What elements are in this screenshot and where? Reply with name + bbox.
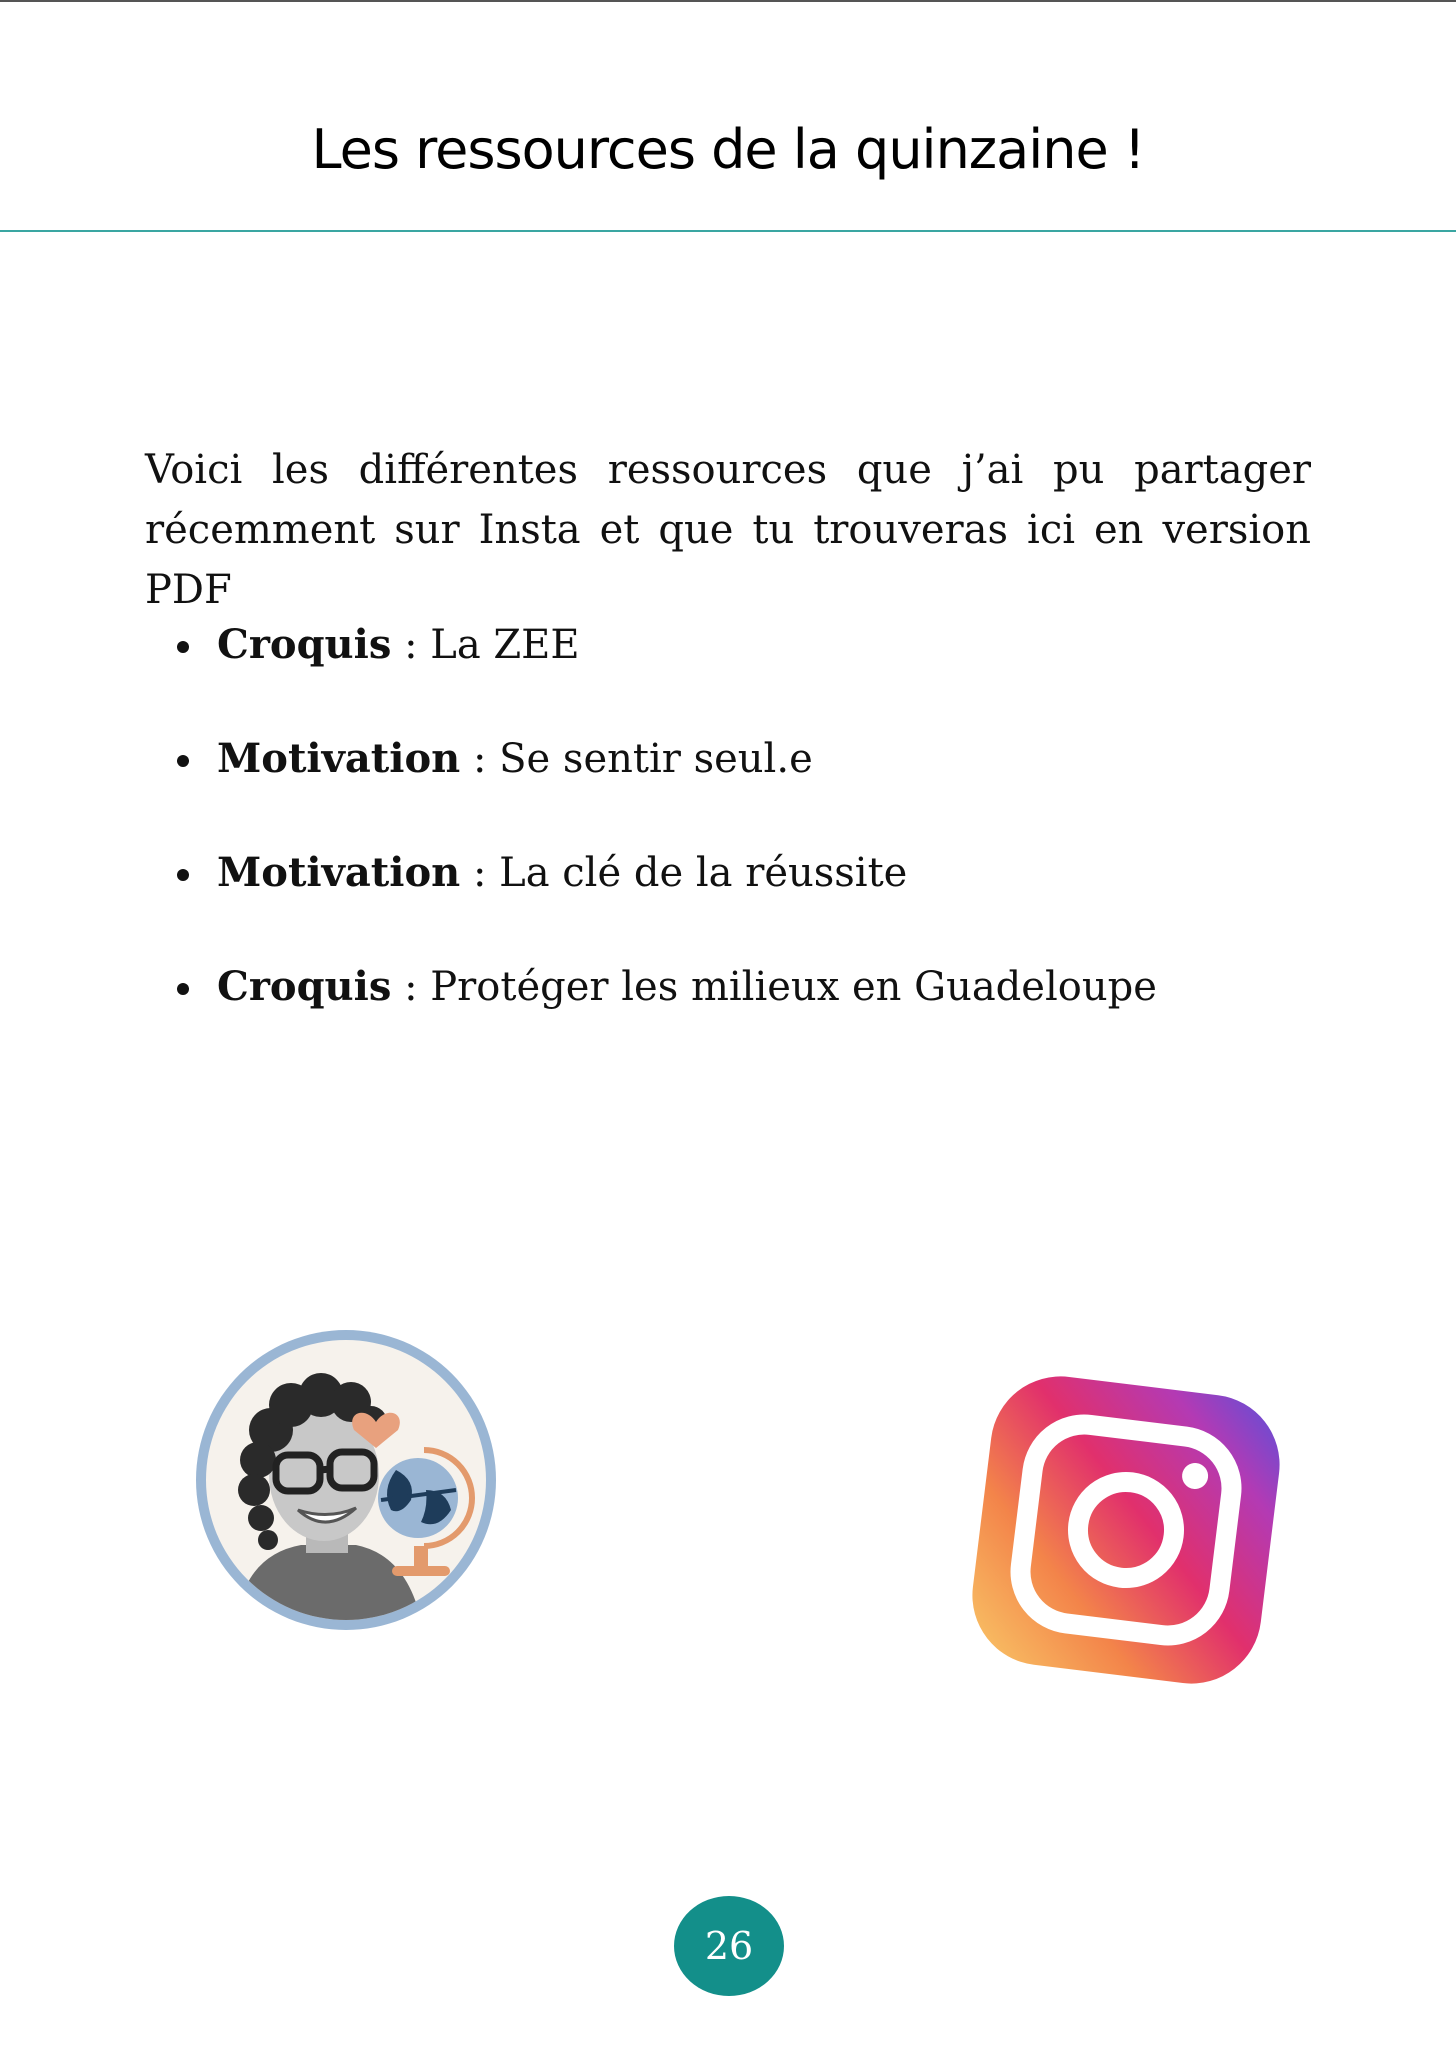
avatar-picture [206, 1340, 486, 1620]
list-item [217, 615, 1383, 675]
resource-title: Se sentir seul.e [499, 736, 813, 782]
resource-kind: Motivation [217, 849, 461, 896]
title-divider [0, 230, 1456, 232]
resource-title: La ZEE [430, 622, 580, 668]
list-item [217, 957, 1383, 1017]
resource-separator: : [460, 850, 500, 896]
portrait-illustration [206, 1340, 486, 1620]
page-number: 26 [674, 1896, 784, 1996]
page-title: Les ressources de la quinzaine ! [311, 118, 1145, 181]
bullet-icon [177, 755, 189, 767]
bullet-icon [177, 869, 189, 881]
instagram-logo [956, 1360, 1296, 1700]
resource-separator: : [460, 736, 500, 782]
bullet-icon [177, 641, 189, 653]
resource-kind: Motivation [217, 735, 461, 782]
list-item [217, 729, 1383, 789]
resource-title: Protéger les milieux en Guadeloupe [430, 964, 1157, 1010]
intro-paragraph: Voici les différentes ressources que j’ai pu partager récemment sur Insta et que tu trouveras ici en version PDF [145, 447, 1311, 613]
instagram-icon[interactable] [956, 1360, 1296, 1700]
resource-list [145, 615, 1383, 1071]
top-border [0, 0, 1456, 2]
resource-kind: Croquis [217, 621, 392, 668]
resource-title: La clé de la réussite [499, 850, 908, 896]
bullet-icon [177, 983, 189, 995]
list-item [217, 843, 1383, 903]
resource-kind: Croquis [217, 963, 392, 1010]
resource-separator: : [391, 622, 431, 668]
author-avatar-icon[interactable] [196, 1330, 496, 1630]
resource-separator: : [391, 964, 431, 1010]
